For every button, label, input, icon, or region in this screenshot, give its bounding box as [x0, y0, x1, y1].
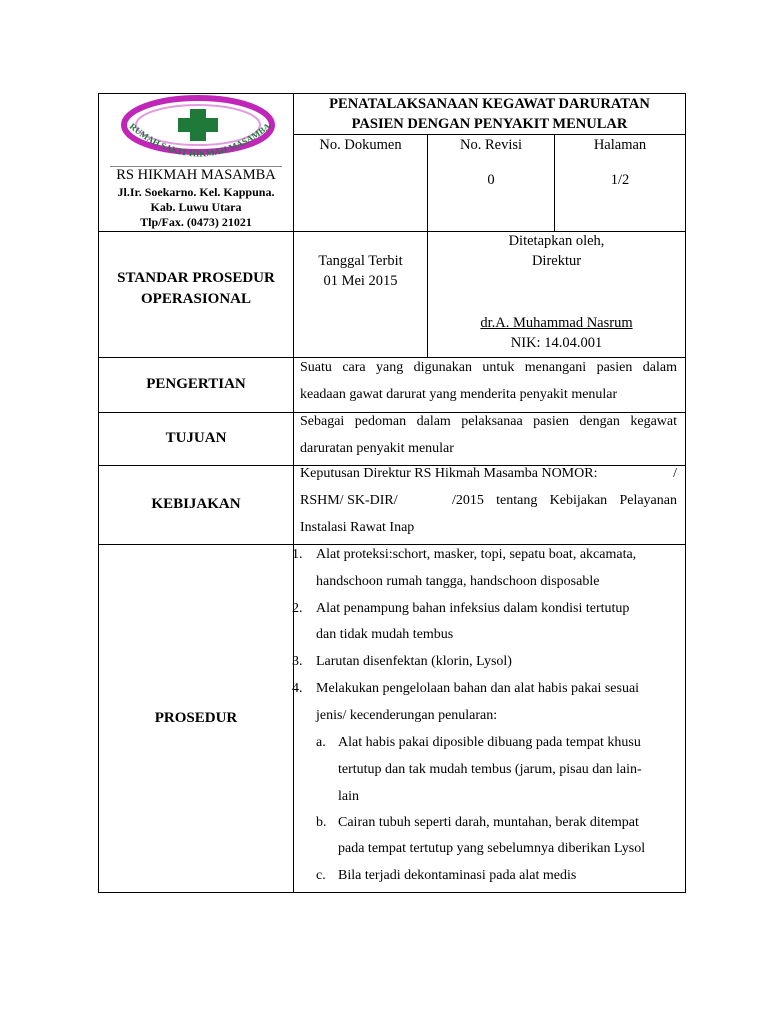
- pengertian-line-2: keadaan gawat darurat yang menderita penyakit menular: [300, 387, 618, 402]
- prosedur-subitem-a-letter: a.: [316, 735, 326, 750]
- page-label: Halaman: [593, 137, 647, 153]
- kebijakan-line-1: [300, 460, 677, 487]
- logo-text: RUMAH SAKIT HIKMAH MASAMBA: [127, 121, 273, 159]
- approval-block: [428, 231, 685, 271]
- table-bottom-border: [98, 892, 686, 893]
- prosedur-subitem-c-letter: c.: [316, 868, 326, 883]
- prosedur-item-1-line-2: handschoon rumah tangga, handschoon disposable: [316, 574, 600, 589]
- issue-date-label: Tanggal Terbit: [318, 253, 403, 269]
- prosedur-item-1-line-1: Alat proteksi:schort, masker, topi, sepatu boat, akcamata,: [316, 547, 637, 562]
- sop-label: [99, 268, 293, 310]
- tujuan-text: [300, 408, 677, 462]
- pengertian-label: PENGERTIAN: [146, 376, 246, 392]
- pengertian-line-1: Suatu cara yang digunakan untuk menangani pasien dalam: [300, 360, 677, 375]
- prosedur-item-2-line-1: Alat penampung bahan infeksius dalam kondisi tertutup: [316, 601, 630, 616]
- tujuan-label: TUJUAN: [165, 430, 227, 446]
- prosedur-item-4-line-1: Melakukan pengelolaan bahan dan alat habis pakai sesuai: [316, 681, 640, 696]
- prosedur-item-2-number: 2.: [292, 601, 303, 616]
- address-line-1: Jl.Ir. Soekarno. Kel. Kappuna.: [117, 185, 275, 199]
- tujuan-line-1: Sebagai pedoman dalam pelaksanaa pasien dengan kegawat: [300, 414, 677, 429]
- doc-number-label: No. Dokumen: [319, 137, 402, 153]
- approved-by-label: Ditetapkan oleh,: [508, 233, 605, 249]
- revision-value: 0: [487, 172, 495, 188]
- address-line-2: Kab. Luwu Utara: [150, 200, 242, 214]
- director-block: [428, 313, 685, 353]
- hospital-logo: [113, 94, 283, 166]
- kebijakan-line-2-b: /2015 tentang Kebijakan Pelayanan: [452, 493, 677, 508]
- prosedur-item-3-line-1: Larutan disenfektan (klorin, Lysol): [316, 654, 512, 669]
- prosedur-subitem-a-line-3: lain: [338, 789, 359, 804]
- issue-date-block: [294, 251, 427, 291]
- director-nik: NIK: 14.04.001: [510, 335, 603, 351]
- kebijakan-line-2-a: RSHM/ SK-DIR/: [300, 493, 398, 508]
- kebijakan-line-1-slash: /: [673, 466, 677, 481]
- approver-position: Direktur: [531, 253, 582, 269]
- title-line-1: PENATALAKSANAAN KEGAWAT DARURATAN: [329, 96, 650, 112]
- label-column-divider: [293, 93, 294, 893]
- sop-label-line-1: STANDAR PROSEDUR: [117, 270, 275, 286]
- prosedur-item-1-number: 1.: [292, 547, 303, 562]
- title-line-2: PASIEN DENGAN PENYAKIT MENULAR: [351, 116, 628, 132]
- kebijakan-line-2: [300, 487, 677, 514]
- prosedur-subitem-b-line-2: pada tempat tertutup yang sebelumnya diberikan Lysol: [338, 841, 646, 856]
- sop-label-line-2: OPERASIONAL: [140, 291, 252, 307]
- prosedur-subitem-b-line-1: Cairan tubuh seperti darah, muntahan, berak ditempat: [338, 815, 639, 830]
- prosedur-item-2-line-2: dan tidak mudah tembus: [316, 627, 454, 642]
- director-name: dr.A. Muhammad Nasrum: [480, 315, 633, 331]
- tujuan-line-2: daruratan penyakit menular: [300, 441, 454, 456]
- logo-cell: [99, 94, 293, 231]
- prosedur-item-3-number: 3.: [292, 654, 303, 669]
- prosedur-subitem-a-line-2: tertutup dan tak mudah tembus (jarum, pisau dan lain-: [338, 762, 642, 777]
- table-right-border: [685, 93, 686, 893]
- hospital-name: RS HIKMAH MASAMBA: [116, 167, 276, 183]
- prosedur-item-4-line-2: jenis/ kecenderungan penularan:: [316, 708, 498, 723]
- kebijakan-line-1-text: Keputusan Direktur RS Hikmah Masamba NOMOR:: [300, 466, 598, 481]
- kebijakan-line-3: Instalasi Rawat Inap: [300, 520, 415, 535]
- pengertian-text: [300, 354, 677, 408]
- prosedur-subitem-a-line-1: Alat habis pakai diposible dibuang pada tempat khusu: [338, 735, 641, 750]
- prosedur-label: PROSEDUR: [154, 710, 238, 726]
- kebijakan-text: [300, 460, 677, 541]
- kebijakan-label: KEBIJAKAN: [151, 496, 241, 512]
- prosedur-subitem-c-line-1: Bila terjadi dekontaminasi pada alat medis: [338, 868, 577, 883]
- revision-label: No. Revisi: [459, 137, 523, 153]
- prosedur-subitem-b-letter: b.: [316, 815, 327, 830]
- page-value: 1/2: [610, 172, 630, 188]
- issue-date-value: 01 Mei 2015: [323, 273, 398, 289]
- prosedur-item-4-number: 4.: [292, 681, 303, 696]
- document-title: [294, 94, 685, 134]
- phone-fax: Tlp/Fax. (0473) 21021: [140, 215, 252, 229]
